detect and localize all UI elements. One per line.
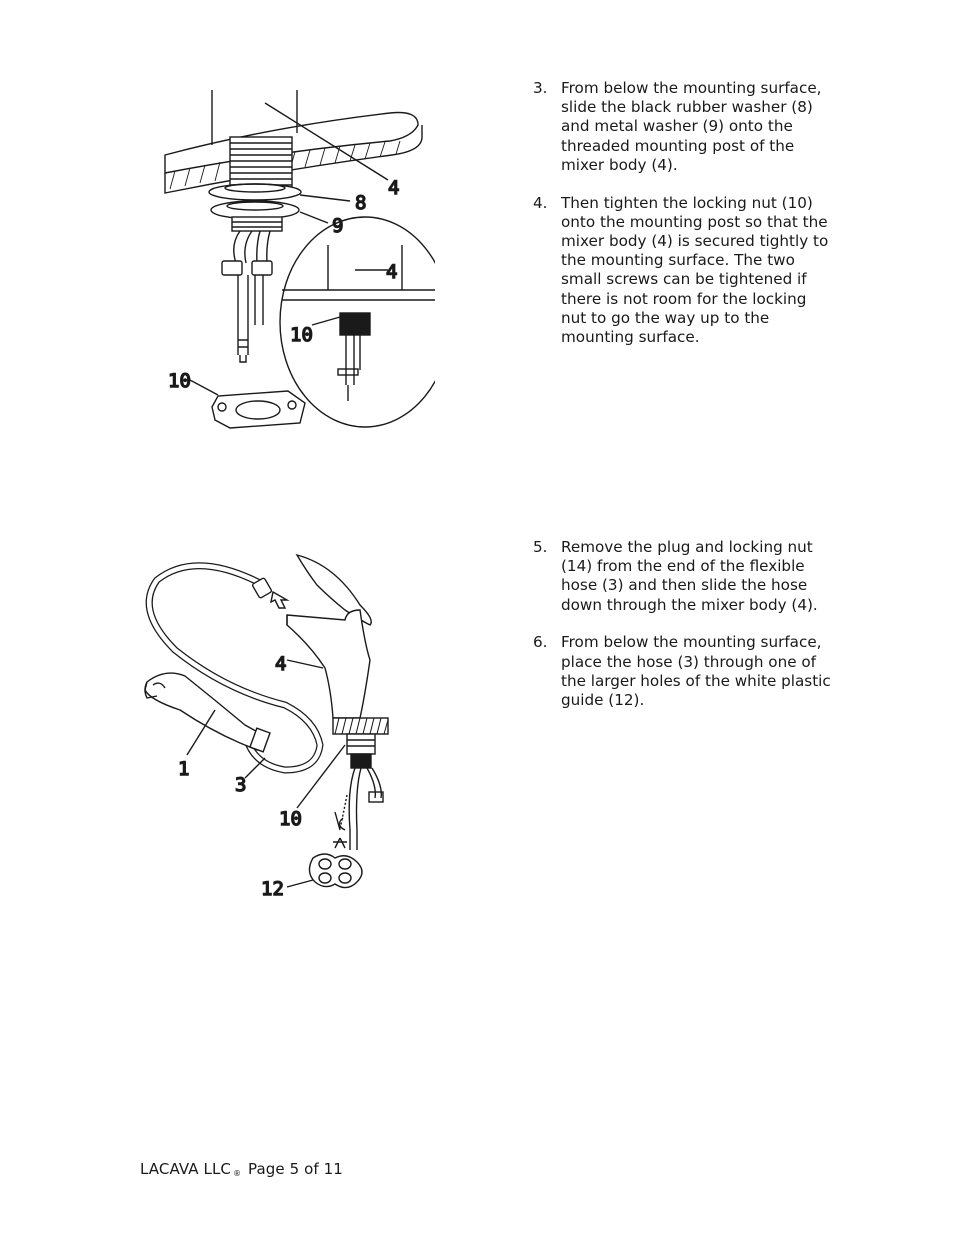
step-3: [533, 79, 833, 175]
step-4: [533, 194, 833, 348]
label-3: 3: [235, 774, 247, 796]
label-9: 9: [332, 215, 344, 237]
label-4-inset: 4: [386, 261, 398, 283]
label-4: 4: [275, 653, 287, 675]
label-8: 8: [355, 192, 367, 214]
step-5: [533, 538, 833, 615]
instructions-steps-5-6: [533, 538, 833, 729]
step-number: 3.: [533, 79, 548, 97]
instructions-steps-3-4: [533, 79, 833, 366]
step-text: From below the mounting surface, place the hose (3) through one of the larger holes of the white plastic guide (12).: [561, 633, 831, 709]
label-4-top: 4: [388, 177, 400, 199]
company-name: LACAVA LLC: [140, 1160, 231, 1178]
page-number: Page 5 of 11: [247, 1160, 343, 1178]
step-text: Then tighten the locking nut (10) onto the mounting post so that the mixer body (4) is secured tightly to the mounting surface. The two small screws can be tightened if there is not room for the locking nut to go the way up to the mounting surface.: [561, 193, 829, 346]
label-10-inset: 10: [290, 324, 313, 346]
page-footer: [140, 1160, 343, 1178]
step-text: Remove the plug and locking nut (14) from the end of the flexible hose (3) and then slide the hose down through the mixer body (4).: [561, 538, 818, 614]
label-10-nut: 10: [168, 370, 191, 392]
figure-mounting-post: [160, 85, 435, 435]
step-6: [533, 633, 833, 710]
registered-mark: ®: [233, 1169, 242, 1178]
figure-mixer-hose: [135, 550, 405, 905]
step-text: From below the mounting surface, slide the black rubber washer (8) and metal washer (9) onto the threaded mounting post of the mixer body (4).: [561, 79, 822, 174]
label-10: 10: [279, 808, 302, 830]
label-12: 12: [261, 878, 284, 900]
step-number: 4.: [533, 193, 548, 212]
step-number: 6.: [533, 633, 548, 652]
label-1: 1: [178, 758, 190, 780]
step-number: 5.: [533, 538, 548, 556]
